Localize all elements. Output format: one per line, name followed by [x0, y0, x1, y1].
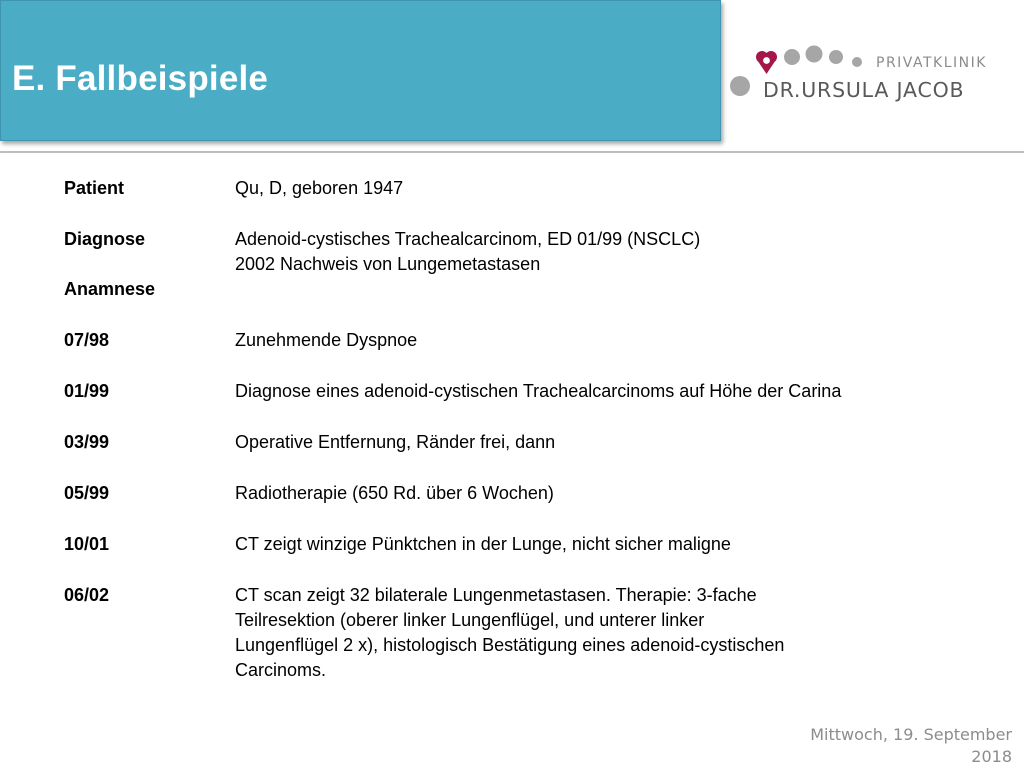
history-row — [64, 481, 984, 506]
logo-dot-icon — [730, 76, 750, 96]
clinic-logo — [726, 40, 1006, 112]
history-text: CT zeigt winzige Pünktchen in der Lunge, nicht sicher maligne — [235, 534, 731, 554]
slide-date-line1: Mittwoch, 19. September — [810, 725, 1012, 744]
history-date: 05/99 — [64, 483, 110, 503]
history-row — [64, 430, 984, 455]
diagnose-value-line2: 2002 Nachweis von Lungemetastasen — [235, 254, 541, 274]
patient-row — [64, 176, 984, 201]
header-divider — [0, 151, 1024, 153]
slide-date-line2: 2018 — [971, 747, 1012, 766]
history-text-line3: Lungenflügel 2 x), histologisch Bestätigung eines adenoid-cystischen — [235, 635, 785, 655]
history-row — [64, 583, 984, 683]
logo-dot-icon — [852, 57, 862, 67]
slide-date — [810, 724, 1012, 768]
history-date: 03/99 — [64, 432, 110, 452]
logo-dot-icon — [784, 49, 800, 65]
diagnose-value-line1: Adenoid-cystisches Trachealcarcinom, ED 01/99 (NSCLC) — [235, 229, 701, 249]
logo-subtitle: PRIVATKLINIK — [876, 55, 987, 71]
logo-dot-icon — [829, 50, 843, 64]
diagnose-row — [64, 227, 984, 277]
diagnose-label: Diagnose — [64, 229, 146, 249]
history-row — [64, 379, 984, 404]
anamnese-label: Anamnese — [64, 279, 156, 299]
title-banner — [0, 0, 721, 141]
history-text-line4: Carcinoms. — [235, 660, 327, 680]
patient-label: Patient — [64, 178, 125, 198]
logo-dot-icon — [806, 46, 823, 63]
logo-heart-icon — [756, 51, 777, 74]
history-text: Zunehmende Dyspnoe — [235, 330, 418, 350]
history-text: Operative Entfernung, Ränder frei, dann — [235, 432, 556, 452]
history-date: 10/01 — [64, 534, 110, 554]
case-details — [64, 176, 984, 709]
history-text-line2: Teilresektion (oberer linker Lungenflügel, und unterer linker — [235, 610, 705, 630]
history-text: Diagnose eines adenoid-cystischen Trachealcarcinoms auf Höhe der Carina — [235, 381, 842, 401]
anamnese-row — [64, 277, 984, 302]
history-date: 06/02 — [64, 585, 110, 605]
history-date: 01/99 — [64, 381, 110, 401]
logo-name: DR.URSULA JACOB — [763, 78, 965, 102]
history-row — [64, 328, 984, 353]
history-text-line1: CT scan zeigt 32 bilaterale Lungenmetastasen. Therapie: 3-fache — [235, 585, 757, 605]
slide-title: E. Fallbeispiele — [12, 59, 269, 98]
history-row — [64, 532, 984, 557]
patient-value: Qu, D, geboren 1947 — [235, 178, 404, 198]
history-text: Radiotherapie (650 Rd. über 6 Wochen) — [235, 483, 554, 503]
history-date: 07/98 — [64, 330, 110, 350]
